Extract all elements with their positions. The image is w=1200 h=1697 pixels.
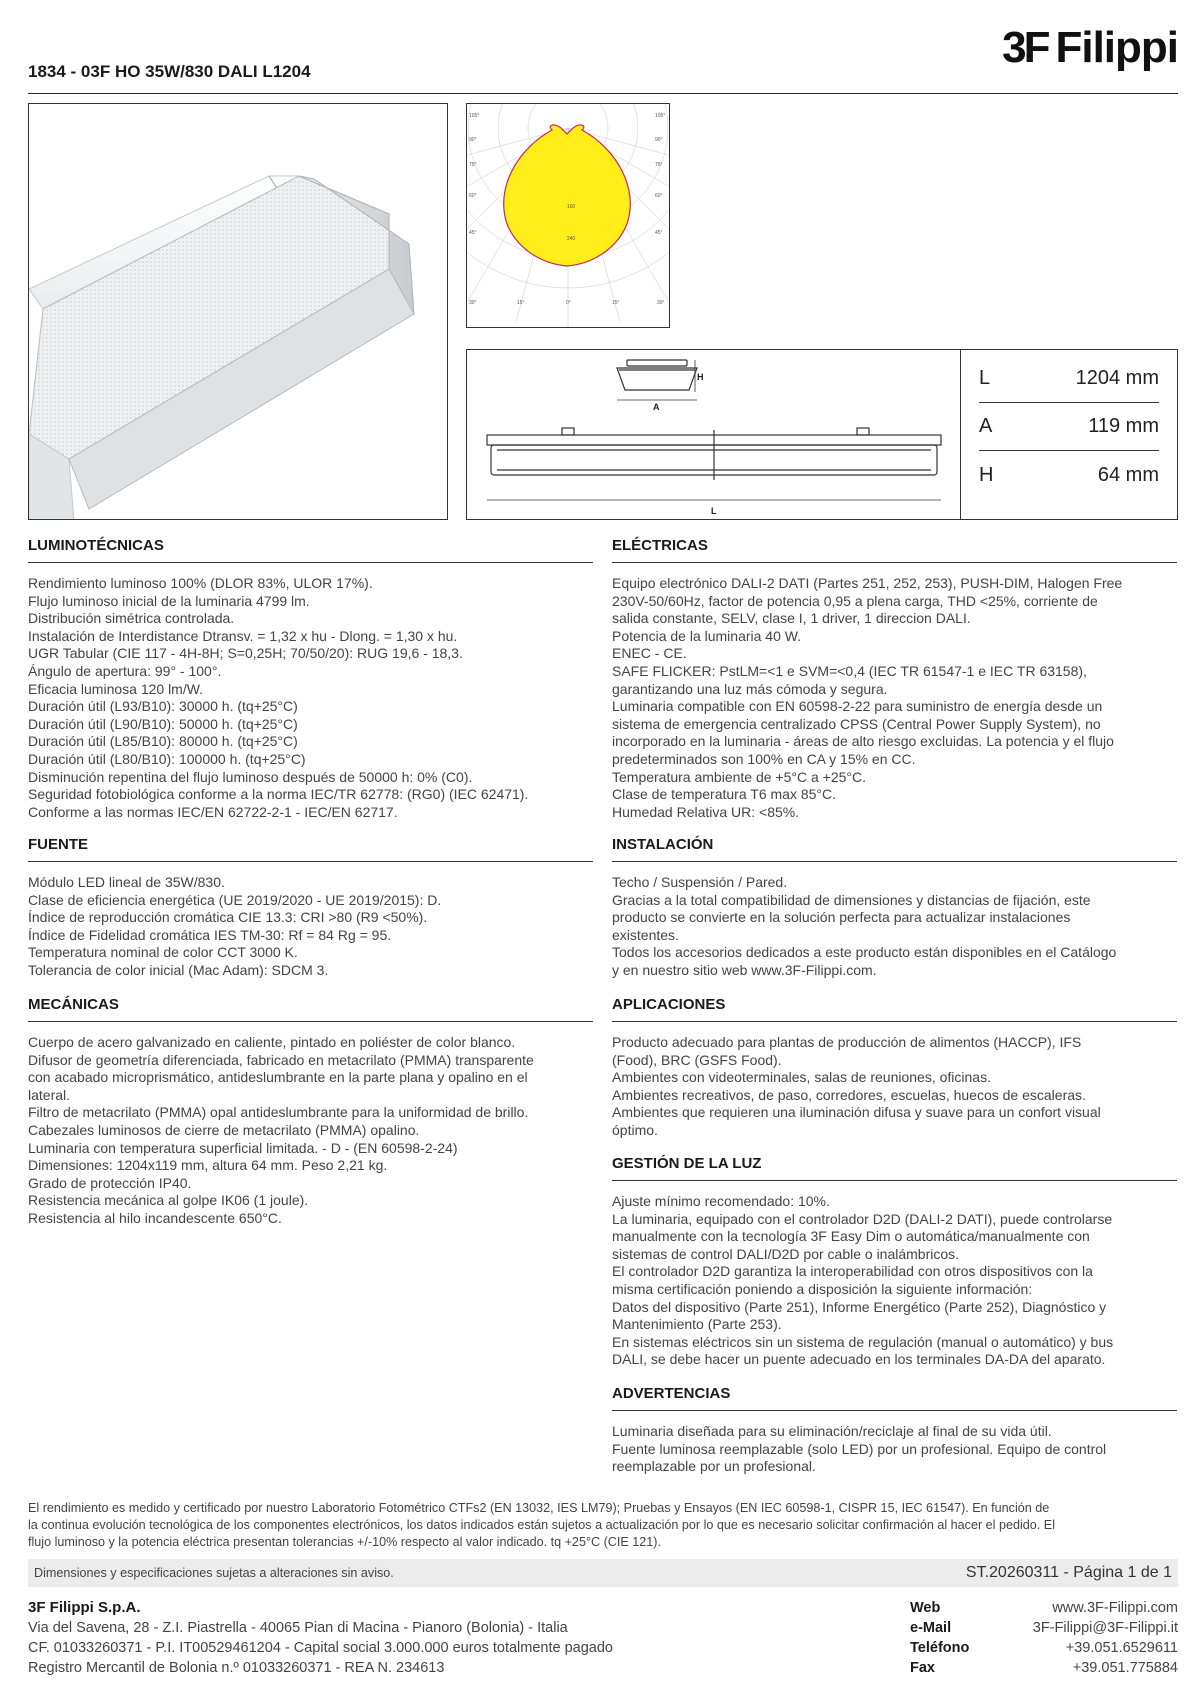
text-line: Clase de eficiencia energética (UE 2019/2020 - UE 2019/2015): D. — [28, 891, 442, 908]
text-line: Todos los accesorios dedicados a este producto están disponibles en el Catálogo — [612, 944, 1117, 961]
text-line: manualmente con la tecnología 3F Easy Dim o automática/manualmente con — [612, 1228, 1090, 1245]
logo-mark: 3F — [1002, 23, 1048, 72]
dimension-row-height — [979, 451, 1159, 499]
company-tax-info: CF. 01033260371 - P.I. IT00529461204 - Capital social 3.000.000 euros totalmente pagado — [28, 1640, 613, 1656]
dimension-row-length — [979, 355, 1159, 403]
angle-label-right-90: 90° — [655, 137, 663, 143]
angle-label-left-105: 105° — [469, 113, 480, 119]
dimension-value: 119 mm — [1088, 415, 1159, 437]
label-h: H — [697, 372, 704, 382]
text-line: El rendimiento es medido y certificado por nuestro Laboratorio Fotométrico CTFs2 (EN 13032, IES LM79); Pruebas y Ensayos (EN IEC 60598-1, CISPR 15, IEC 61547). En función de — [28, 1501, 1050, 1515]
text-line: Potencia de la luminaria 40 W. — [612, 627, 802, 644]
polar-diagram-svg — [467, 104, 669, 327]
logo-text: Filippi — [1055, 23, 1178, 72]
page-header — [28, 24, 1178, 94]
text-line: Fuente luminosa reemplazable (solo LED) por un profesional. Equipo de control — [612, 1440, 1107, 1457]
text-line: Clase de temperatura T6 max 85°C. — [612, 786, 836, 803]
photometric-polar-diagram — [466, 103, 670, 328]
text-line: Ambientes con videoterminales, salas de reuniones, oficinas. — [612, 1069, 991, 1086]
cross-section — [617, 360, 697, 390]
text-line: Temperatura ambiente de +5°C a +25°C. — [612, 768, 867, 785]
side-view — [487, 428, 941, 480]
dimension-value: 64 mm — [1097, 463, 1159, 486]
section-fuente — [28, 836, 593, 980]
text-line: producto se convierte en la solución perfecta para actualizar instalaciones — [612, 909, 1071, 926]
page-info: ST.20260311 - Página 1 de 1 — [965, 1564, 1172, 1581]
contact-label: Web — [910, 1600, 941, 1616]
text-line: reemplazable por un profesional. — [612, 1458, 816, 1475]
dimension-key: H — [979, 463, 994, 486]
section-body — [612, 575, 1177, 821]
angle-label-left-60: 60° — [469, 193, 477, 199]
text-line: Cuerpo de acero galvanizado en caliente, pintado en poliéster de color blanco. — [28, 1034, 516, 1050]
product-title: 1834 - 03F HO 35W/830 DALI L1204 — [28, 62, 311, 81]
text-line: Producto adecuado para plantas de producción de alimentos (HACCP), IFS — [612, 1034, 1082, 1050]
text-line: SAFE FLICKER: PstLM=<1 e SVM=<0,4 (IEC TR 61547-1 e IEC TR 63158), — [612, 662, 1087, 679]
contact-label: Teléfono — [910, 1640, 970, 1656]
dimensions-panel — [466, 349, 1178, 520]
section-title: LUMINOTÉCNICAS — [28, 537, 593, 563]
angle-label-bottom-15-left: 15° — [517, 300, 525, 306]
section-mecanicas — [28, 996, 593, 1228]
disclaimer-bar — [28, 1559, 1178, 1587]
text-line: Resistencia mecánica al golpe IK06 (1 joule). — [28, 1192, 309, 1209]
text-line: 230V-50/60Hz, factor de potencia 0,95 a plena carga, THD <25%, corriente de — [612, 592, 1098, 609]
section-body — [28, 1034, 593, 1228]
brand-logo — [1002, 23, 1178, 72]
text-line: En sistemas eléctricos sin un sistema de regulación (manual o automático) y bus — [612, 1333, 1114, 1350]
dimension-key: A — [979, 415, 993, 437]
text-line: Luminaria compatible con EN 60598-2-22 para suministro de energía desde un — [612, 698, 1103, 715]
text-line: Temperatura nominal de color CCT 3000 K. — [28, 944, 298, 961]
section-body — [612, 1034, 1177, 1140]
text-line: Ambientes que requieren una iluminación difusa y suave para un confort visual — [612, 1104, 1101, 1121]
contact-label: e-Mail — [910, 1620, 952, 1636]
text-line: Seguridad fotobiológica conforme a la norma IEC/TR 62778: (RG0) (IEC 62471). — [28, 786, 529, 803]
radial-label-240: 240 — [567, 236, 576, 242]
text-line: Resistencia al hilo incandescente 650°C. — [28, 1209, 282, 1226]
section-title: APLICACIONES — [612, 996, 1177, 1022]
text-line: Disminución repentina del flujo luminoso después de 50000 h: 0% (C0). — [28, 768, 473, 785]
section-body — [28, 575, 593, 821]
product-photo — [28, 103, 448, 520]
contact-label: Fax — [910, 1660, 935, 1676]
text-line: Ajuste mínimo recomendado: 10%. — [612, 1193, 830, 1209]
text-line: Eficacia luminosa 120 lm/W. — [28, 680, 204, 697]
polar-intensity-curve — [504, 125, 631, 266]
section-instalacion — [612, 836, 1177, 980]
phone-value: +39.051.6529611 — [1065, 1640, 1178, 1656]
angle-label-bottom-0: 0° — [566, 300, 571, 306]
text-line: Instalación de Interdistance Dtransv. = 1,32 x hu - Dlong. = 1,30 x hu. — [28, 627, 458, 644]
angle-label-bottom-30-right: 30° — [657, 300, 665, 306]
text-line: Equipo electrónico DALI-2 DATI (Partes 251, 252, 253), PUSH-DIM, Halogen Free — [612, 575, 1123, 591]
dimensions-drawing — [467, 350, 961, 519]
section-title: ADVERTENCIAS — [612, 1385, 1177, 1411]
section-title: INSTALACIÓN — [612, 836, 1177, 862]
text-line: Gracias a la total compatibilidad de dimensiones y distancias de fijación, este — [612, 891, 1091, 908]
text-line: incorporado en la luminaria - áreas de alto riesgo excluidas. La potencia y el flujo — [612, 733, 1114, 750]
text-line: Filtro de metacrilato (PMMA) opal antideslumbrante para la uniformidad de brillo. — [28, 1104, 529, 1121]
text-line: con acabado microprismático, antideslumbrante en la parte plana y opalino en el — [28, 1069, 528, 1086]
luminaire-illustration — [29, 104, 448, 520]
contact-fax — [910, 1658, 1178, 1678]
dimensions-table — [961, 350, 1177, 519]
section-electricas — [612, 537, 1177, 821]
radial-label-160: 160 — [567, 204, 576, 210]
angle-label-left-75: 75° — [469, 162, 477, 168]
text-line: y en nuestro sitio web www.3F-Filippi.com. — [612, 961, 877, 978]
text-line: Módulo LED lineal de 35W/830. — [28, 874, 225, 890]
section-title: MECÁNICAS — [28, 996, 593, 1022]
section-title: GESTIÓN DE LA LUZ — [612, 1155, 1177, 1181]
text-line: existentes. — [612, 926, 679, 943]
angle-label-right-60: 60° — [655, 193, 663, 199]
section-luminotecnicas — [28, 537, 593, 821]
text-line: salida constante, SELV, clase I, 1 driver, 1 direccion DALI. — [612, 610, 971, 627]
dimension-value: 1204 mm — [1075, 367, 1159, 389]
fax-value: +39.051.775884 — [1072, 1660, 1178, 1676]
company-name: 3F Filippi S.p.A. — [28, 1599, 141, 1616]
section-body — [612, 1193, 1177, 1369]
email-link[interactable]: 3F-Filippi@3F-Filippi.it — [1032, 1620, 1178, 1636]
text-line: Tolerancia de color inicial (Mac Adam): SDCM 3. — [28, 961, 329, 978]
section-gestion-luz — [612, 1155, 1177, 1369]
angle-label-right-105: 105° — [655, 113, 666, 119]
angle-label-left-90: 90° — [469, 137, 477, 143]
text-line: Rendimiento luminoso 100% (DLOR 83%, ULOR 17%). — [28, 575, 373, 591]
text-line: ENEC - CE. — [612, 645, 687, 662]
company-footer — [28, 1598, 1178, 1688]
text-line: Índice de Fidelidad cromática IES TM-30: Rf = 84 Rg = 95. — [28, 926, 392, 943]
text-line: sistema de emergencia centralizado CPSS (Central Power Supply System), no — [612, 715, 1101, 732]
text-line: UGR Tabular (CIE 117 - 4H-8H; S=0,25H; 70/50/20): RUG 19,6 - 18,3. — [28, 645, 463, 662]
text-line: flujo luminoso y la potencia eléctrica presentan tolerancias +/-10% respecto al valor indicado. tq +25°C (CIE 121). — [28, 1535, 661, 1549]
section-advertencias — [612, 1385, 1177, 1476]
text-line: Flujo luminoso inicial de la luminaria 4799 lm. — [28, 592, 310, 609]
text-line: Datos del dispositivo (Parte 251), Informe Energético (Parte 252), Diagnóstico y — [612, 1298, 1107, 1315]
angle-label-right-75: 75° — [655, 162, 663, 168]
text-line: La luminaria, equipado con el controlador D2D (DALI-2 DATI), puede controlarse — [612, 1210, 1113, 1227]
text-line: Difusor de geometría diferenciada, fabricado en metacrilato (PMMA) transparente — [28, 1051, 534, 1068]
text-line: Luminaria con temperatura superficial limitada. - D - (EN 60598-2-24) — [28, 1139, 458, 1156]
section-title: ELÉCTRICAS — [612, 537, 1177, 563]
contact-web — [910, 1598, 1178, 1618]
text-line: la continua evolución tecnológica de los componentes electrónicos, los datos indicados están sujetos a actualización por lo que es necesario solicitar confirmación al hacer el pedido. El — [28, 1518, 1055, 1532]
angle-label-left-45: 45° — [469, 230, 477, 236]
label-l: L — [711, 506, 717, 516]
section-aplicaciones — [612, 996, 1177, 1140]
text-line: Distribución simétrica controlada. — [28, 610, 235, 627]
dimension-key: L — [979, 367, 991, 389]
text-line: misma certificación poniendo a disposición la siguiente información: — [612, 1280, 1033, 1297]
section-title: FUENTE — [28, 836, 593, 862]
text-line: Cabezales luminosos de cierre de metacrilato (PMMA) opalino. — [28, 1121, 420, 1138]
text-line: Duración útil (L90/B10): 50000 h. (tq+25°C) — [28, 715, 298, 732]
web-link[interactable]: www.3F-Filippi.com — [1052, 1600, 1178, 1616]
text-line: Techo / Suspensión / Pared. — [612, 874, 788, 890]
text-line: El controlador D2D garantiza la interoperabilidad con otros dispositivos con la — [612, 1263, 1093, 1280]
text-line: Duración útil (L85/B10): 80000 h. (tq+25°C) — [28, 733, 298, 750]
label-a: A — [653, 402, 660, 412]
text-line: predeterminados son 100% en CA y 15% en CC. — [612, 750, 916, 767]
text-line: Duración útil (L93/B10): 30000 h. (tq+25°C) — [28, 698, 298, 715]
text-line: óptimo. — [612, 1121, 658, 1138]
text-line: Duración útil (L80/B10): 100000 h. (tq+25°C) — [28, 750, 306, 767]
angle-label-right-45: 45° — [655, 230, 663, 236]
company-registry: Registro Mercantil de Bolonia n.º 01033260371 - REA N. 234613 — [28, 1660, 445, 1676]
text-line: Ángulo de apertura: 99° - 100°. — [28, 662, 222, 679]
footnote — [28, 1500, 1178, 1551]
text-line: lateral. — [28, 1086, 71, 1103]
text-line: garantizando una luz más cómoda y segura. — [612, 680, 888, 697]
contact-list — [910, 1598, 1178, 1678]
dimension-row-width — [979, 403, 1159, 451]
disclaimer-text: Dimensiones y especificaciones sujetas a alteraciones sin aviso. — [34, 1566, 394, 1580]
text-line: Mantenimiento (Parte 253). — [612, 1316, 782, 1333]
text-line: (Food), BRC (GSFS Food). — [612, 1051, 782, 1068]
text-line: Luminaria diseñada para su eliminación/reciclaje al final de su vida útil. — [612, 1423, 1052, 1439]
contact-phone — [910, 1638, 1178, 1658]
section-body — [612, 874, 1177, 980]
text-line: Índice de reproducción cromática CIE 13.3: CRI >80 (R9 <50%). — [28, 909, 428, 926]
section-body — [28, 874, 593, 980]
angle-label-bottom-15-right: 15° — [612, 300, 620, 306]
text-line: DALI, se debe hacer un puente adecuado en los terminales DA-DA del aparato. — [612, 1351, 1106, 1368]
angle-label-bottom-30-left: 30° — [469, 300, 477, 306]
text-line: Grado de protección IP40. — [28, 1174, 192, 1191]
text-line: Humedad Relativa UR: <85%. — [612, 803, 800, 820]
text-line: sistemas de control DALI/D2D por cable o inalámbricos. — [612, 1245, 960, 1262]
company-address: Via del Savena, 28 - Z.I. Piastrella - 40065 Pian di Macina - Pianoro (Bolonia) - Italia — [28, 1620, 568, 1636]
text-line: Conforme a las normas IEC/EN 62722-2-1 - IEC/EN 62717. — [28, 803, 398, 820]
text-line: Dimensiones: 1204x119 mm, altura 64 mm. Peso 2,21 kg. — [28, 1157, 388, 1174]
contact-email — [910, 1618, 1178, 1638]
text-line: Ambientes recreativos, de paso, corredores, escuelas, huecos de escaleras. — [612, 1086, 1086, 1103]
section-body — [612, 1423, 1177, 1476]
technical-drawing-svg — [467, 350, 961, 519]
